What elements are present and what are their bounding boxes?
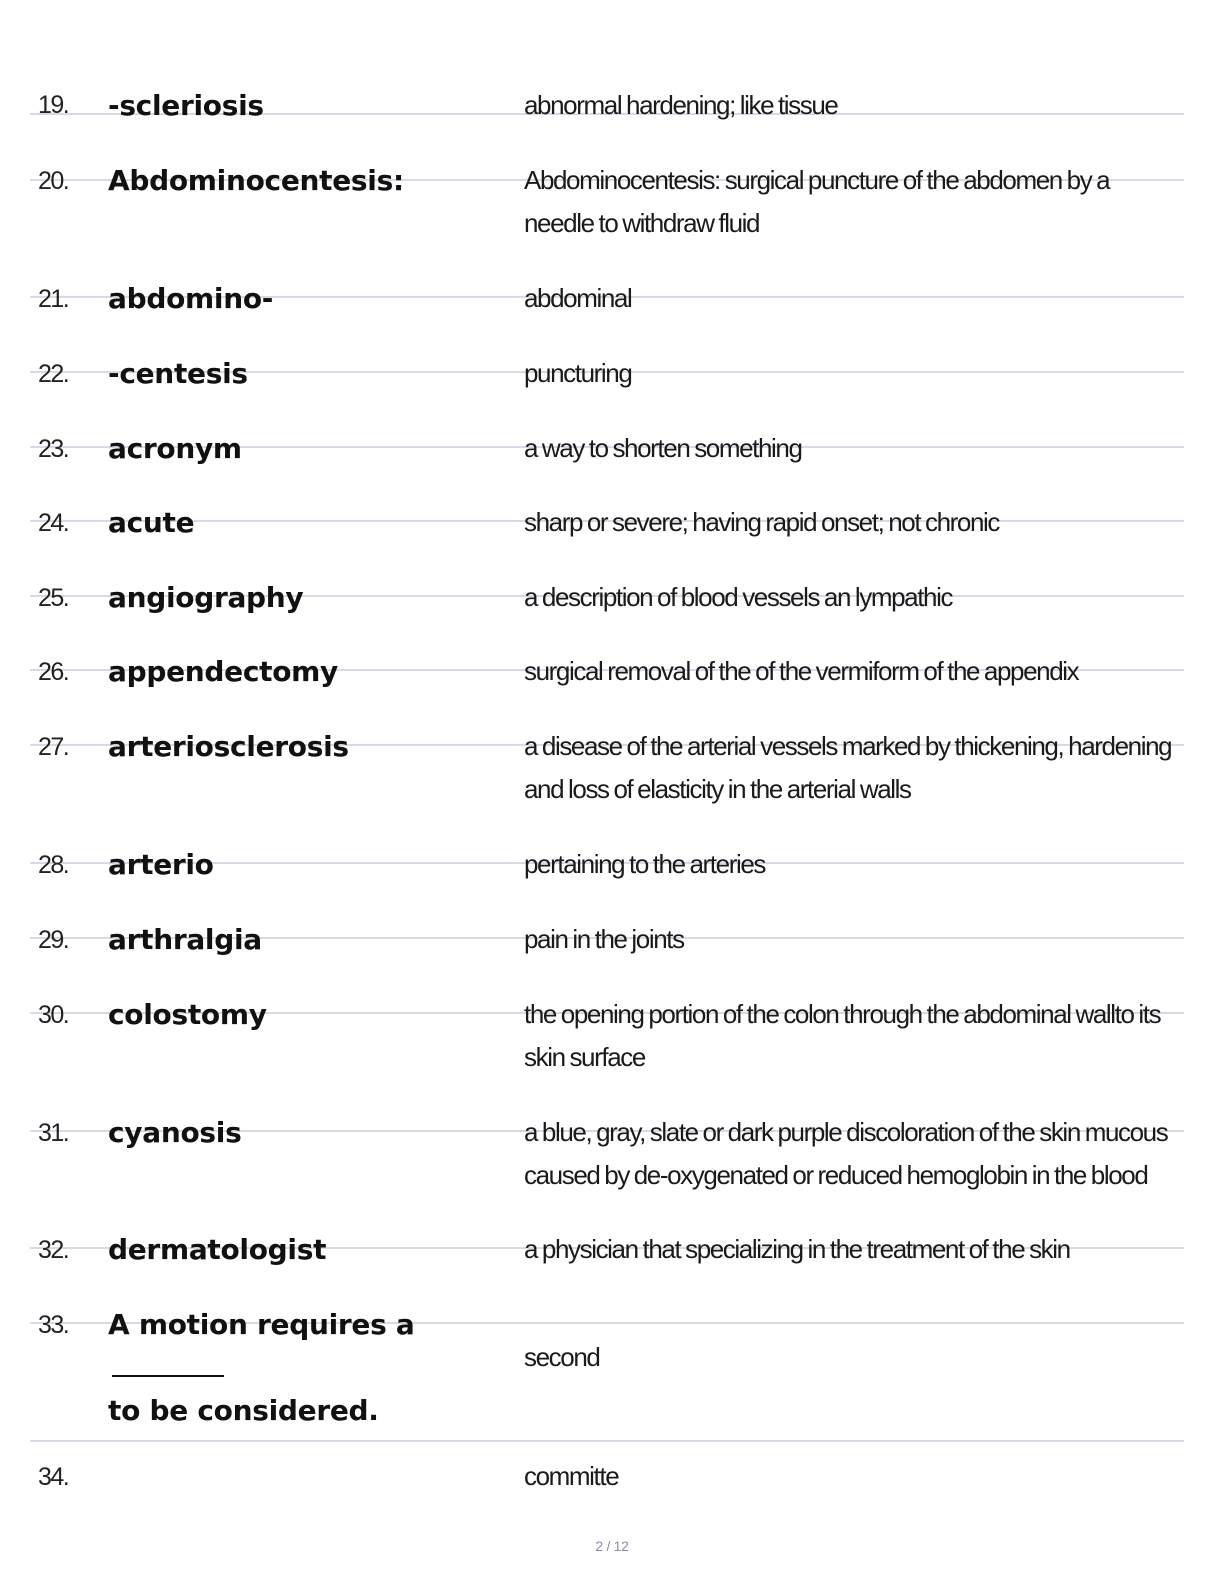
entry-term: Abdominocentesis:	[108, 164, 404, 197]
entry-number: 19.	[38, 91, 69, 119]
entry-definition: a blue, gray, slate or dark purple discoloration of the skin mucous caused by de-oxygenated or reduced hemoglobin in the blood	[524, 1117, 1168, 1190]
entry-term: arterio	[108, 848, 214, 881]
entry-number: 23.	[38, 435, 69, 463]
entry-definition: puncturing	[524, 358, 632, 388]
entry-definition: a description of blood vessels an lympathic	[524, 582, 953, 612]
entry-term: appendectomy	[108, 655, 338, 688]
entry-definition: Abdominocentesis: surgical puncture of the abdomen by a needle to withdraw fluid	[524, 165, 1110, 238]
entry-number: 24.	[38, 509, 69, 537]
entry-number: 22.	[38, 360, 69, 388]
entry-term-line-2: to be considered.	[108, 1394, 379, 1427]
entry-definition: a disease of the arterial vessels marked by thickening, hardening and loss of elasticity in the arterial walls	[524, 731, 1172, 804]
entry-term: arteriosclerosis	[108, 730, 349, 763]
entry-definition: the opening portion of the colon through the abdominal wallto its skin surface	[524, 999, 1161, 1072]
entry-definition: committe	[524, 1461, 619, 1491]
page-indicator: 2 / 12	[595, 1538, 629, 1554]
entry-number: 26.	[38, 658, 69, 686]
entry-number: 28.	[38, 851, 69, 879]
entry-term: acute	[108, 506, 195, 539]
entry-definition: pertaining to the arteries	[524, 849, 765, 879]
entry-definition: a way to shorten something	[524, 433, 802, 463]
entry-definition: a physician that specializing in the treatment of the skin	[524, 1234, 1070, 1264]
entry-term: -centesis	[108, 357, 248, 390]
entry-term: abdomino-	[108, 282, 274, 315]
entry-term: cyanosis	[108, 1116, 242, 1149]
entry-number: 20.	[38, 167, 69, 195]
entry-definition: pain in the joints	[524, 924, 684, 954]
entry-term	[108, 1303, 518, 1432]
entry-definition: abdominal	[524, 283, 632, 313]
fill-in-blank	[112, 1355, 224, 1377]
entry-definition: second	[524, 1342, 600, 1372]
entry-number: 32.	[38, 1236, 69, 1264]
entry-term: colostomy	[108, 998, 267, 1031]
entry-definition: surgical removal of the of the vermiform of the appendix	[524, 656, 1079, 686]
entry-number: 30.	[38, 1001, 69, 1029]
entry-definition: sharp or severe; having rapid onset; not chronic	[524, 507, 999, 537]
entry-term-line-1: A motion requires a	[108, 1308, 415, 1341]
entry-term: dermatologist	[108, 1233, 327, 1266]
entry-number: 33.	[38, 1311, 69, 1339]
entry-number: 21.	[38, 285, 69, 313]
entry-term: -scleriosis	[108, 89, 264, 122]
entry-number: 25.	[38, 584, 69, 612]
entry-term: arthralgia	[108, 923, 262, 956]
entry-number: 31.	[38, 1119, 69, 1147]
entry-definition: abnormal hardening; like tissue	[524, 90, 838, 120]
entry-number: 34.	[38, 1463, 69, 1491]
entry-term: acronym	[108, 432, 242, 465]
row-divider	[30, 1440, 1184, 1442]
entry-number: 27.	[38, 733, 69, 761]
entry-term: angiography	[108, 581, 304, 614]
entry-number: 29.	[38, 926, 69, 954]
